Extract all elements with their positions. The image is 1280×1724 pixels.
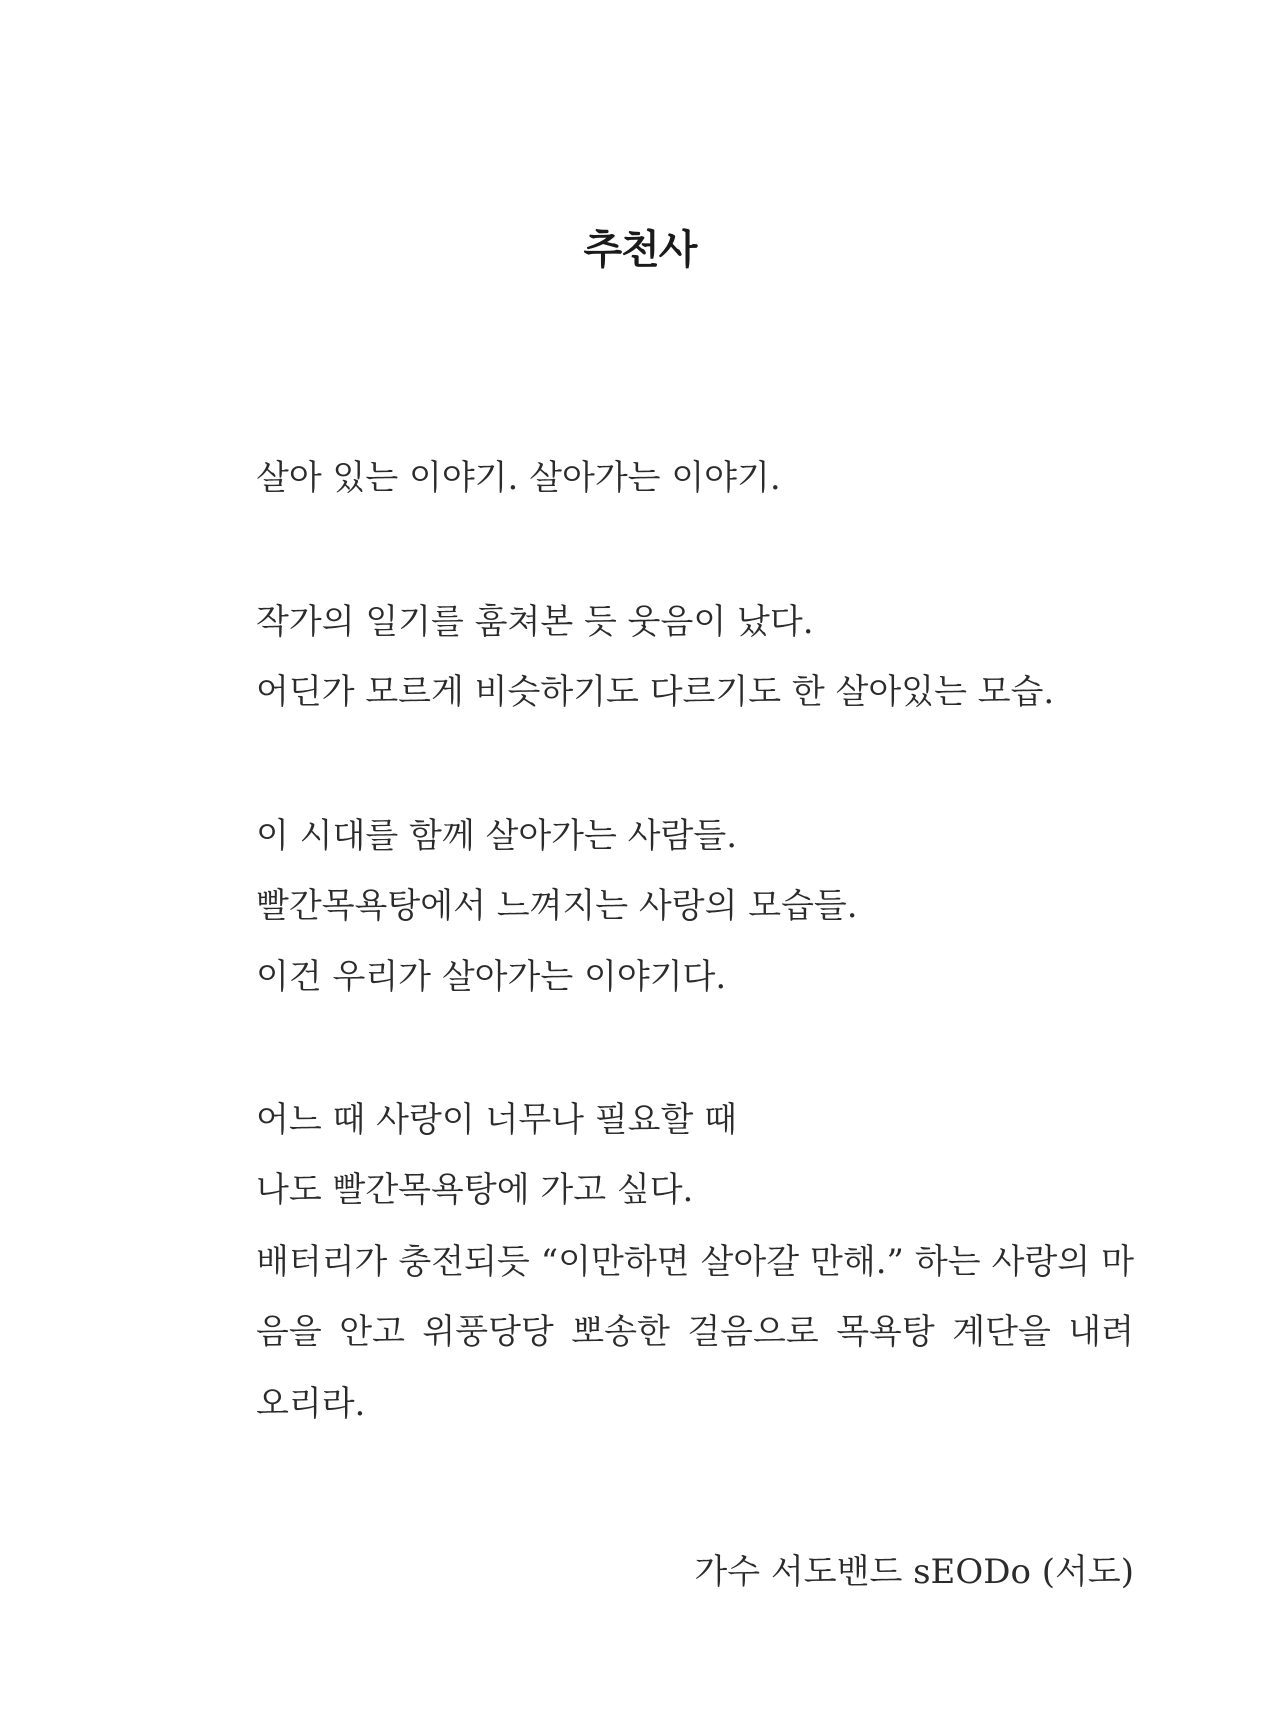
paragraph-4-line-2: 나도 빨간목욕탕에 가고 싶다.: [256, 1170, 694, 1210]
paragraph-4-line-4: 음을 안고 위풍당당 뽀송한 걸음으로 목욕탕 계단을 내려: [256, 1312, 1134, 1352]
paragraph-3-line-2: 빨간목욕탕에서 느껴지는 사랑의 모습들.: [256, 886, 858, 926]
paragraph-3-line-1: 이 시대를 함께 살아가는 사람들.: [256, 816, 738, 856]
paragraph-4-line-5: 오리라.: [256, 1384, 366, 1424]
paragraph-1-line-1: 살아 있는 이야기. 살아가는 이야기.: [256, 458, 781, 498]
paragraph-3-line-3: 이건 우리가 살아가는 이야기다.: [256, 957, 727, 997]
paragraph-2-line-2: 어딘가 모르게 비슷하기도 다르기도 한 살아있는 모습.: [256, 672, 1055, 712]
author-signature: 가수 서도밴드 sEODo (서도): [694, 1552, 1134, 1592]
paragraph-4-line-3: 배터리가 충전되듯 “이만하면 살아갈 만해.” 하는 사랑의 마: [256, 1242, 1134, 1282]
paragraph-2-line-1: 작가의 일기를 훔쳐본 듯 웃음이 났다.: [256, 602, 814, 642]
page-title: 추천사: [583, 227, 697, 273]
paragraph-4-line-1: 어느 때 사랑이 너무나 필요할 때: [256, 1100, 738, 1140]
